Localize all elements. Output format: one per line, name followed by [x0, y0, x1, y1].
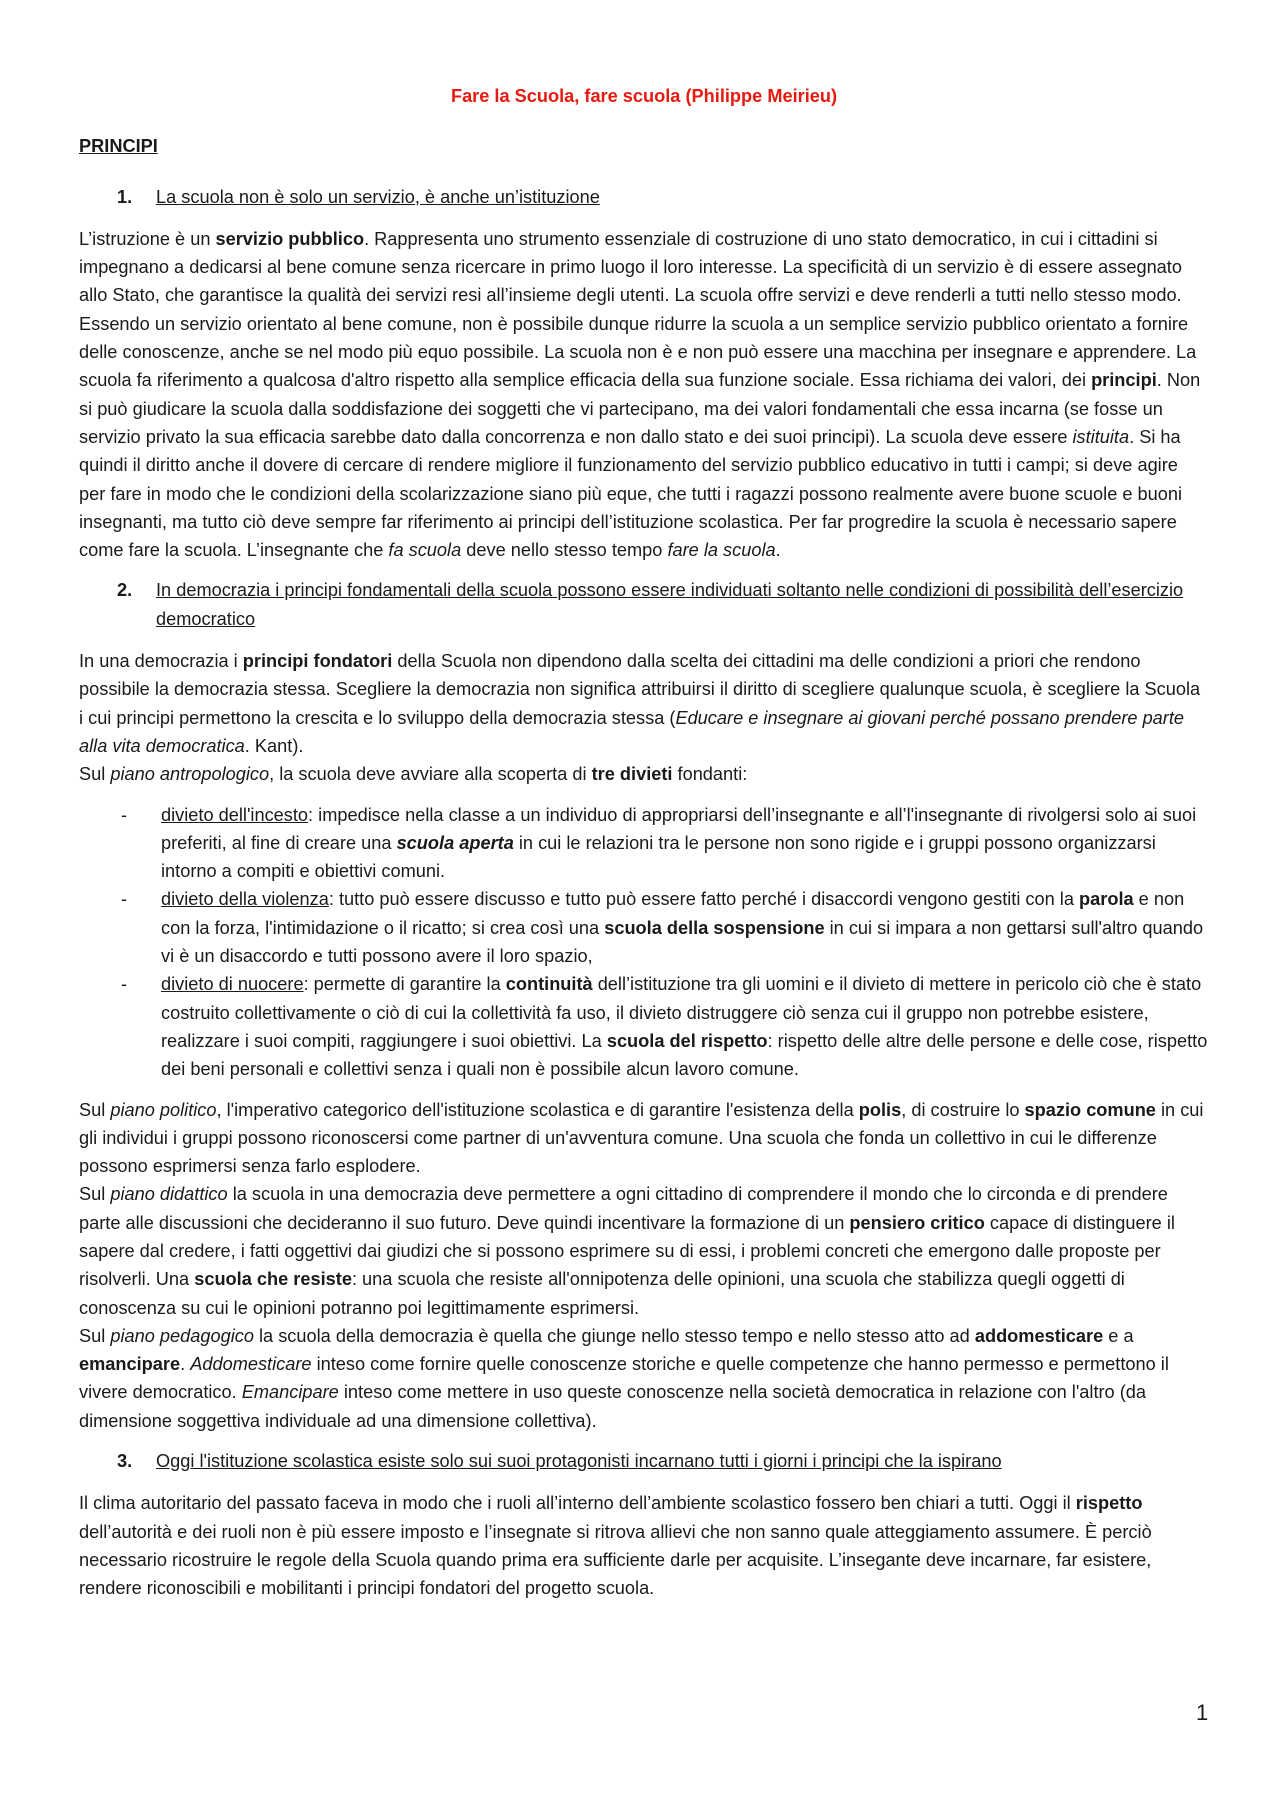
- heading-text: In democrazia i principi fondamentali della scuola possono essere individuati soltanto nelle condizioni di possibilità dell’esercizio democratico: [156, 580, 1184, 629]
- paragraph-piano-didattico: Sul piano didattico la scuola in una democrazia deve permettere a ogni cittadino di comprendere il mondo che lo circonda e di prendere parte alle discussioni che decideranno il suo futuro. Deve quindi incentivare la formazione di un pensiero critico capace di distinguere il sapere dal credere, i fatti oggettivi dai giudizi che si possono esprimere su di essi, i problemi concreti che emergono dalle proposte per risolverli. Una scuola che resiste: una scuola che resiste all'onnipotenza delle opinioni, una scuola che stabilizza quegli oggetti di conoscenza su cui le opinioni potranno poi legittimamente esprimersi.: [79, 1184, 1175, 1318]
- paragraph-piano-pedagogico: Sul piano pedagogico la scuola della democrazia è quella che giunge nello stesso tempo e nello stesso atto ad addomesticare e a emancipare. Addomesticare inteso come fornire quelle conoscenze storiche e quelle competenze che hanno permesso e permettono il vivere democratico. Emancipare inteso come mettere in uso queste conoscenze nella società democratica in relazione con l'altro (da dimensione soggettiva individuale ad una dimensione collettiva).: [79, 1325, 1169, 1431]
- heading-text: La scuola non è solo un servizio, è anche un’istituzione: [156, 186, 600, 207]
- list-item: - divieto dell'incesto: impedisce nella classe a un individuo di appropriarsi dell’insegnante e all’l'insegnante di rivolgersi solo ai suoi preferiti, al fine di creare una scuola aperta in cui le relazioni tra le persone non sono rigide e i gruppi possono organizzarsi intorno a compiti e obiettivi comuni.: [79, 801, 1209, 886]
- heading-number: 3.: [117, 1451, 133, 1472]
- document-title: Fare la Scuola, fare scuola (Philippe Meirieu): [450, 86, 838, 106]
- bullet-dash: -: [121, 804, 128, 825]
- heading-number: 2.: [117, 580, 133, 601]
- bullet-dash: -: [121, 889, 128, 910]
- paragraph-piano-antropologico: Sul piano antropologico, la scuola deve avviare alla scoperta di tre divieti fondanti:: [79, 764, 748, 785]
- bullet-dash: -: [121, 974, 128, 995]
- page-number: 1: [1196, 1700, 1209, 1725]
- document-body: [79, 82, 1209, 1615]
- list-item: - divieto di nuocere: permette di garantire la continuità dell’istituzione tra gli uomini e il divieto di mettere in pericolo ciò che è stato costruito collettivamente o ciò di cui la collettività fa uso, il divieto distruggere ciò senza cui il gruppo non potrebbe esistere, realizzare i suoi compiti, raggiungere i suoi obiettivi. La scuola del rispetto: rispetto delle altre delle persone e delle cose, rispetto dei beni personali e collettivi senza i quali non è possibile alcun lavoro comune.: [79, 970, 1209, 1083]
- numbered-heading-1: [79, 183, 1209, 211]
- list-item: - divieto della violenza: tutto può essere discusso e tutto può essere fatto perché i disaccordi vengono gestiti con la parola e non con la forza, l'intimidazione o il ricatto; si crea così una scuola della sospensione in cui si impara a non gettarsi sull'altro quando vi è un disaccordo e tutti possono avere il loro spazio,: [79, 885, 1209, 970]
- section-heading: PRINCIPI: [79, 136, 158, 157]
- paragraph-principi-fondatori: In una democrazia i principi fondatori della Scuola non dipendono dalla scelta dei cittadini ma delle condizioni a priori che rendono possibile la democrazia stessa. Scegliere la democrazia non significa attribuirsi il diritto di scegliere qualunque scuola, è scegliere la Scuola i cui principi permettono la crescita e lo sviluppo della democrazia stessa (Educare e insegnare ai giovani perché possano prendere parte alla vita democratica. Kant).: [79, 651, 1201, 756]
- paragraph-servizio: L’istruzione è un servizio pubblico. Rappresenta uno strumento essenziale di costruzione di uno stato democratico, in cui i cittadini si impegnano a dedicarsi al bene comune senza ricercare in primo luogo il loro interesse. La specificità di un servizio è di essere assegnato allo Stato, che garantisce la qualità dei servizi resi all’insieme degli utenti. La scuola offre servizi e deve renderli a tutti nello stesso modo. Essendo un servizio orientato al bene comune, non è possibile dunque ridurre la scuola a un semplice servizio pubblico orientato a fornire delle conoscenze, anche se nel modo più equo possibile. La scuola non è e non può essere una macchina per insegnare e apprendere. La scuola fa riferimento a qualcosa d'altro rispetto alla semplice efficacia della sua funzione sociale. Essa richiama dei valori, dei principi. Non si può giudicare la scuola dalla soddisfazione dei soggetti che vi partecipano, ma dei valori fondamentali che essa incarna (se fosse un servizio privato la sua efficacia sarebbe dato dalla concorrenza e non dallo stato e dei suoi principi). La scuola deve essere istituita. Si ha quindi il diritto anche il dovere di cercare di rendere migliore il funzionamento del servizio pubblico educativo in tutti i campi; si deve agire per fare in modo che le condizioni della scolarizzazione siano più eque, che tutti i ragazzi possono realmente avere buone scuole e buoni insegnanti, ma tutto ciò deve sempre far riferimento ai principi dell’istituzione scolastica. Per far progredire la scuola è necessario sapere come fare la scuola. L’insegnante che fa scuola deve nello stesso tempo fare la scuola.: [79, 228, 1201, 561]
- paragraph-piano-politico: Sul piano politico, l'imperativo categorico dell'istituzione scolastica e di garantire l'esistenza della polis, di costruire lo spazio comune in cui gli individui i gruppi possono riconoscersi come partner di un'avventura comune. Una scuola che fonda un collettivo in cui le differenze possono esprimersi senza farlo esplodere.: [79, 1099, 1204, 1177]
- paragraph-clima-autoritario: Il clima autoritario del passato faceva in modo che i ruoli all’interno dell’ambiente scolastico fossero ben chiari a tutti. Oggi il rispetto dell’autorità e dei ruoli non è più essere imposto e l’insegnate si ritrova allievi che non sanno quale atteggiamento assumere. È perciò necessario ricostruire le regole della Scuola quando prima era sufficiente darle per acquisite. L’insegante deve incarnare, far esistere, rendere riconoscibili e mobilitanti i principi fondatori del progetto scuola.: [79, 1493, 1152, 1599]
- heading-text: Oggi l'istituzione scolastica esiste solo sui suoi protagonisti incarnano tutti i giorni i principi che la ispirano: [156, 1451, 1002, 1472]
- numbered-heading-3: [79, 1447, 1209, 1475]
- divieti-list: [79, 801, 1209, 1084]
- heading-number: 1.: [117, 186, 133, 207]
- numbered-heading-2: [79, 576, 1209, 633]
